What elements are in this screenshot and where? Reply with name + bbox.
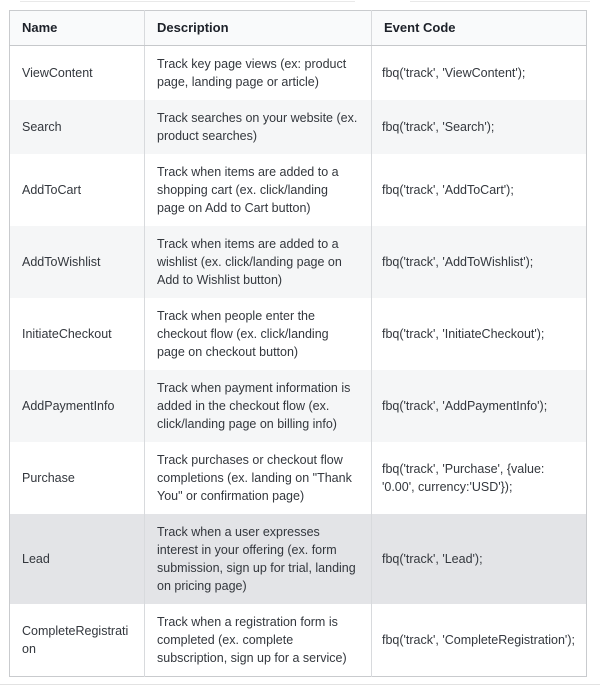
cell-name: ViewContent xyxy=(22,66,93,80)
cell-description: Track when items are added to a shopping cart (ex. click/landing page on Add to Cart button) xyxy=(145,154,372,226)
table-row xyxy=(10,442,587,514)
cell-event-code: fbq('track', 'AddToWishlist'); xyxy=(372,226,587,298)
cell-description: Track when payment information is added in the checkout flow (ex. click/landing page on billing info) xyxy=(145,370,372,442)
table-row xyxy=(10,46,587,101)
cell-description: Track purchases or checkout flow completions (ex. landing on "Thank You" or confirmation page) xyxy=(145,442,372,514)
table-row xyxy=(10,226,587,298)
cell-description: Track key page views (ex: product page, landing page or article) xyxy=(145,46,372,101)
cell-name: Purchase xyxy=(22,471,75,485)
table-row xyxy=(10,154,587,226)
cropped-content-edge-top-right xyxy=(410,1,590,2)
column-header-name: Name xyxy=(10,11,145,46)
cell-name: Lead xyxy=(10,514,145,604)
cell-event-code: fbq('track', 'Purchase', {value: '0.00', currency:'USD'}); xyxy=(372,442,587,514)
cell-description: Track when people enter the checkout flow (ex. click/landing page on checkout button) xyxy=(145,298,372,370)
table-row xyxy=(10,514,587,604)
table-body xyxy=(10,46,587,677)
cell-event-code: fbq('track', 'ViewContent'); xyxy=(372,46,587,101)
cell-event-code: fbq('track', 'CompleteRegistration'); xyxy=(372,604,587,677)
table-header xyxy=(10,11,587,46)
cell-name: CompleteRegistration xyxy=(22,624,129,656)
column-header-event-code: Event Code xyxy=(372,11,587,46)
cell-event-code: fbq('track', 'Search'); xyxy=(372,100,587,154)
table-row xyxy=(10,604,587,677)
cell-event-code: fbq('track', 'AddToCart'); xyxy=(372,154,587,226)
table-row xyxy=(10,100,587,154)
cell-name: Search xyxy=(10,100,145,154)
cropped-content-edge-bottom xyxy=(0,684,600,685)
cell-name: InitiateCheckout xyxy=(22,327,112,341)
table-row xyxy=(10,298,587,370)
cell-description: Track when items are added to a wishlist (ex. click/landing page on Add to Wishlist button) xyxy=(145,226,372,298)
table-row xyxy=(10,370,587,442)
cell-event-code: fbq('track', 'Lead'); xyxy=(372,514,587,604)
cell-event-code: fbq('track', 'InitiateCheckout'); xyxy=(372,298,587,370)
cell-name: AddToWishlist xyxy=(10,226,145,298)
cell-event-code: fbq('track', 'AddPaymentInfo'); xyxy=(372,370,587,442)
event-reference-table xyxy=(9,10,587,677)
cell-description: Track searches on your website (ex. product searches) xyxy=(145,100,372,154)
cropped-content-edge-top-left xyxy=(20,1,355,2)
cell-name: AddToCart xyxy=(22,183,82,197)
table-header-row xyxy=(10,11,587,46)
cell-description: Track when a user expresses interest in your offering (ex. form submission, sign up for trial, landing on pricing page) xyxy=(145,514,372,604)
cell-name: AddPaymentInfo xyxy=(10,370,145,442)
cell-description: Track when a registration form is completed (ex. complete subscription, sign up for a service) xyxy=(145,604,372,677)
column-header-description: Description xyxy=(145,11,372,46)
